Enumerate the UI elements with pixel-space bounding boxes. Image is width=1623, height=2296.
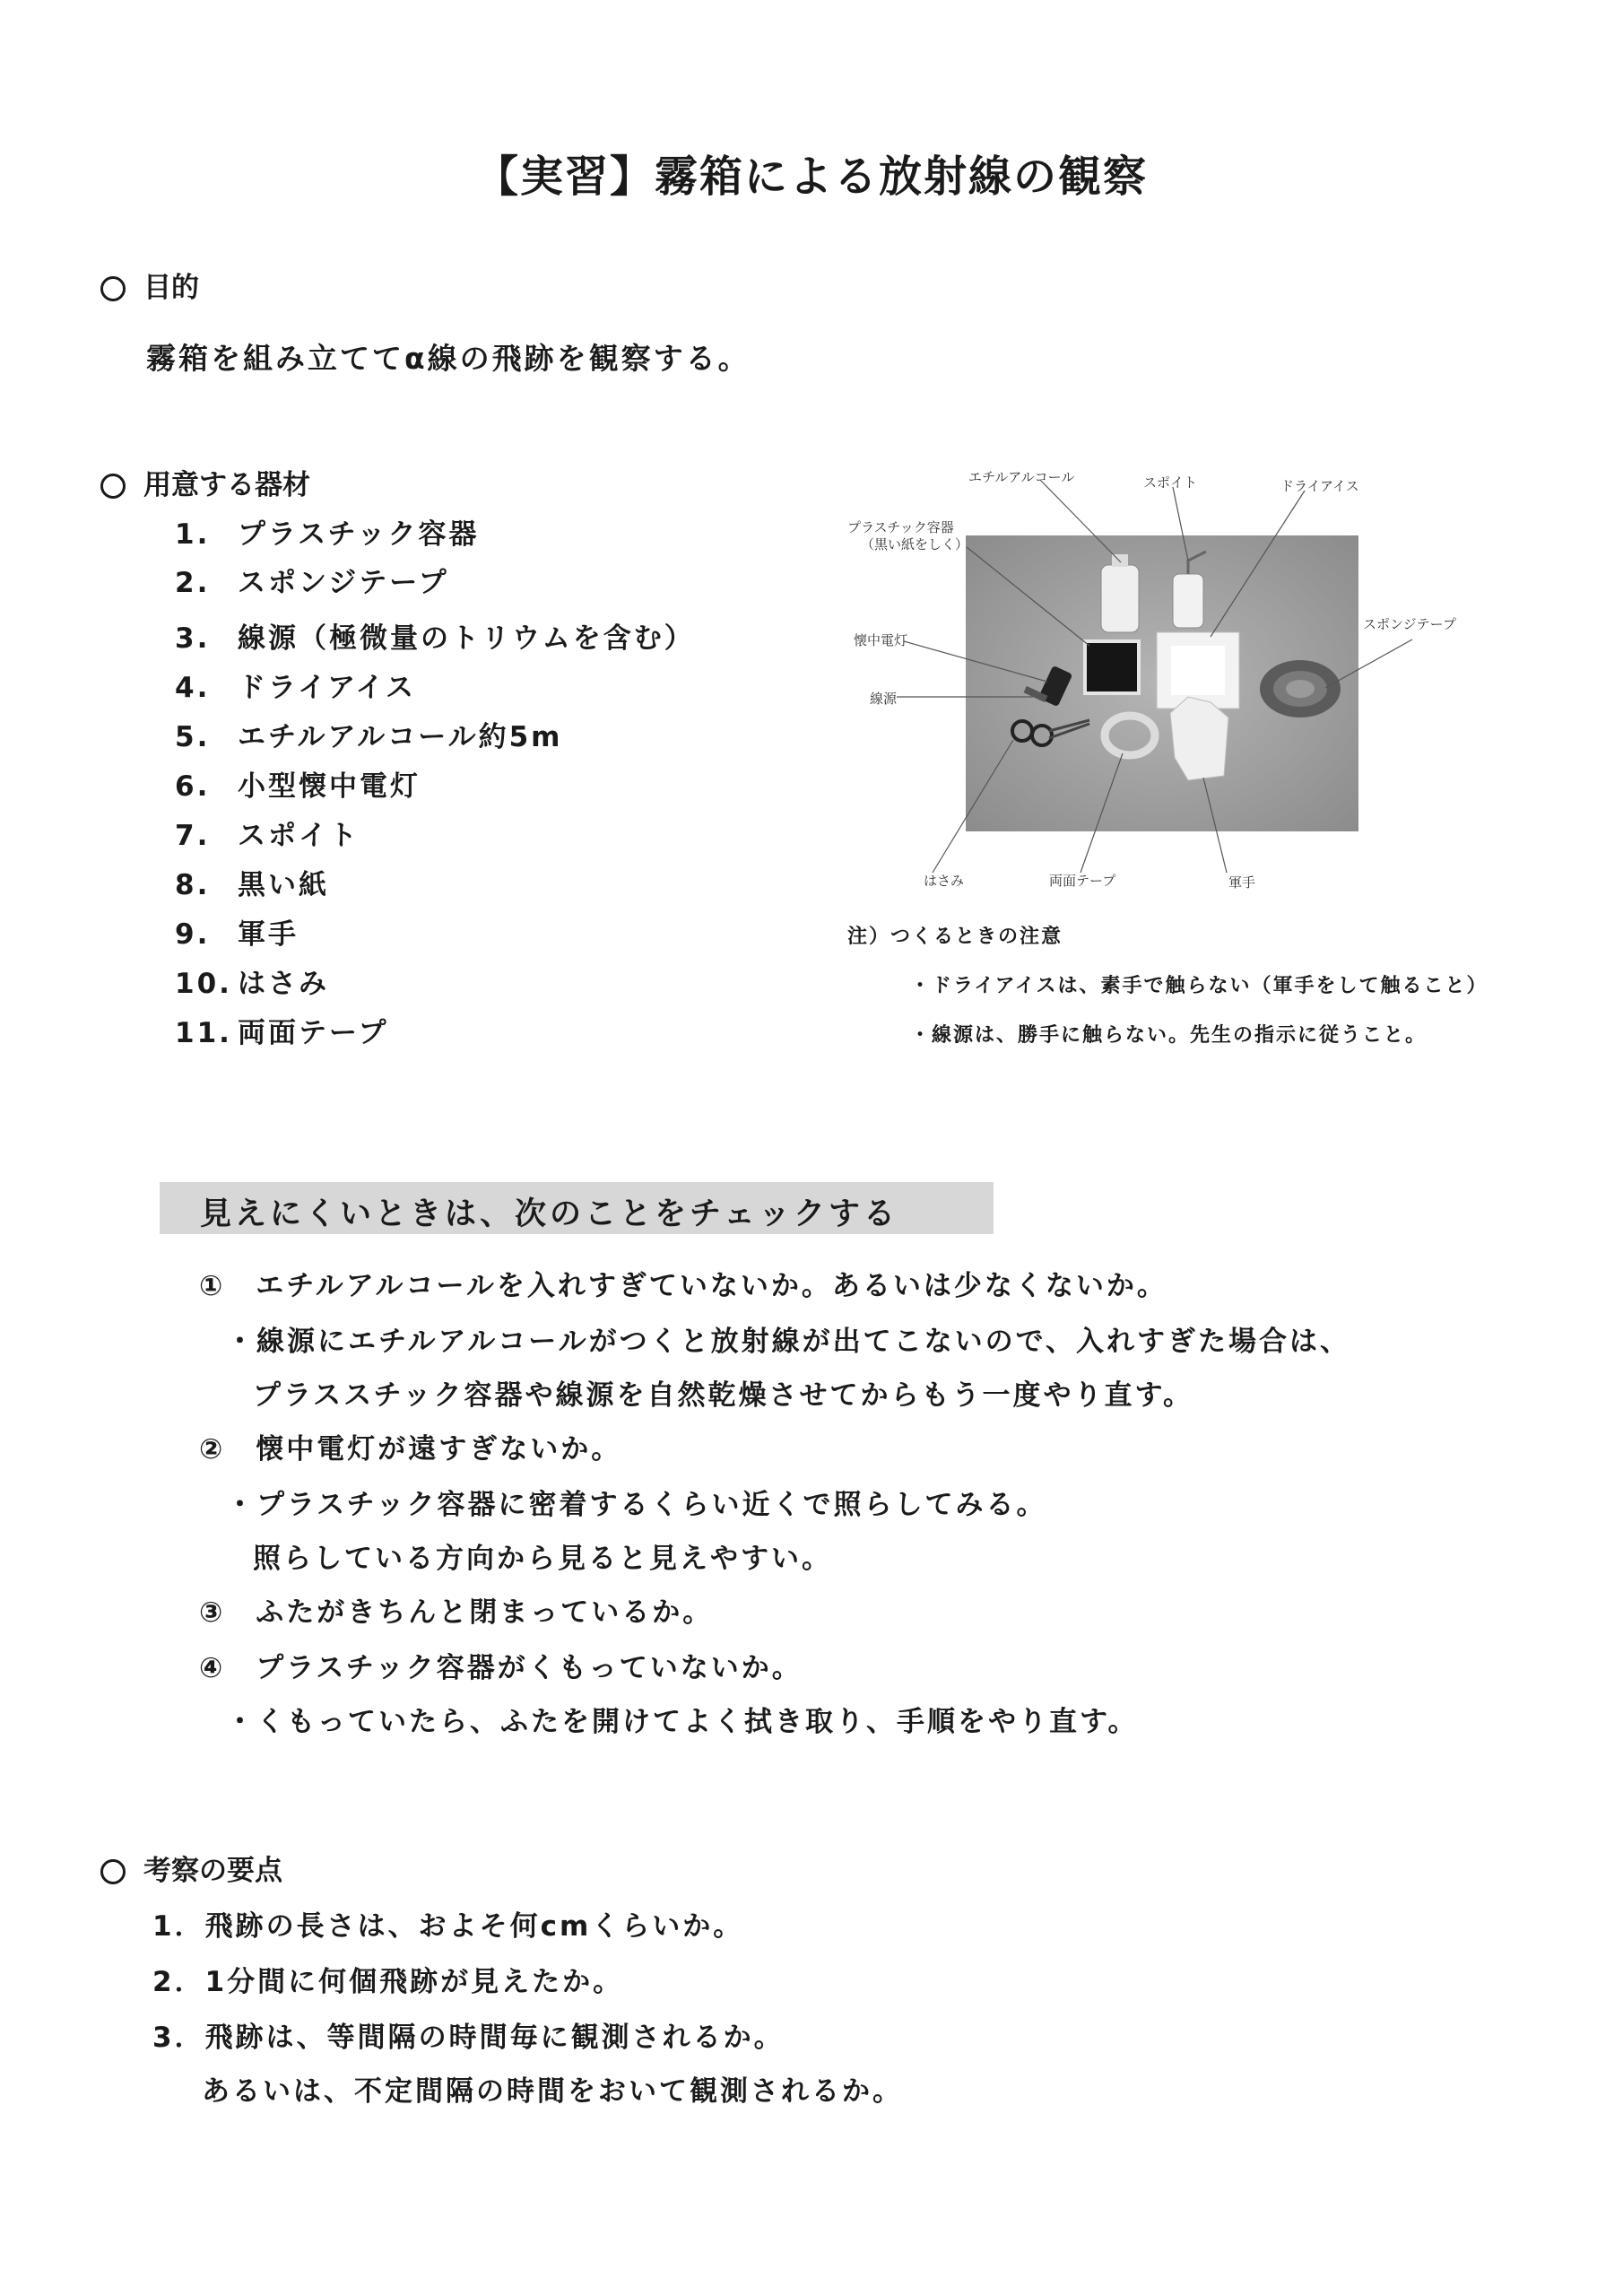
container-black-paper bbox=[1085, 641, 1139, 693]
photo-label-sponge-tape: スポンジテープ bbox=[1363, 616, 1456, 632]
notes-heading: 注）つくるときの注意 bbox=[847, 926, 1063, 948]
circle-bullet-icon bbox=[100, 474, 126, 499]
discussion-heading-label: 考察の要点 bbox=[143, 1855, 282, 1887]
check-line: プラススチック容器や線源を自然乾燥させてからもう一度やり直す。 bbox=[253, 1379, 1194, 1412]
list-item: 8. 黒い紙 bbox=[175, 869, 329, 901]
photo-label-scissors: はさみ bbox=[924, 873, 965, 889]
photo-label-ethyl-alcohol: エチルアルコール bbox=[968, 469, 1075, 485]
list-item: 7. スポイト bbox=[175, 820, 360, 852]
materials-heading bbox=[100, 462, 310, 502]
list-item: 1. プラスチック容器 bbox=[175, 518, 480, 551]
photo-label-double-tape: 両面テープ bbox=[1049, 873, 1116, 889]
discussion-line: 1．飛跡の長さは、およそ何cmくらいか。 bbox=[152, 1910, 744, 1943]
check-line: ・くもっていたら、ふたを開けてよく拭き取り、手順をやり直す。 bbox=[226, 1706, 1139, 1738]
dropper-bottle bbox=[1173, 574, 1203, 628]
list-item: 3. 線源（極微量のトリウムを含む） bbox=[175, 622, 695, 655]
check-line: ④ プラスチック容器がくもっていないか。 bbox=[199, 1652, 803, 1684]
list-item: 2. スポンジテープ bbox=[175, 567, 449, 599]
check-line: ③ ふたがきちんと閉まっているか。 bbox=[199, 1596, 714, 1629]
list-item: 5. エチルアルコール約5m bbox=[175, 721, 563, 753]
photo-label-gloves: 軍手 bbox=[1228, 874, 1256, 891]
photo-label-source: 線源 bbox=[870, 691, 898, 707]
list-item: 4. ドライアイス bbox=[175, 672, 417, 704]
photo-label-container-note: （黒い紙をしく） bbox=[861, 536, 969, 552]
check-banner bbox=[160, 1182, 994, 1234]
purpose-heading-label: 目的 bbox=[143, 272, 199, 304]
discussion-line: あるいは、不定間隔の時間をおいて観測されるか。 bbox=[202, 2075, 903, 2108]
note-item: ・ドライアイスは、素手で触らない（軍手をして触ること） bbox=[910, 975, 1488, 997]
check-line: ・線源にエチルアルコールがつくと放射線が出てこないので、入れすぎた場合は、 bbox=[226, 1326, 1350, 1358]
check-line: ① エチルアルコールを入れすぎていないか。あるいは少なくないか。 bbox=[199, 1270, 1167, 1302]
list-item: 9. 軍手 bbox=[175, 918, 299, 951]
check-banner-label: 見えにくいときは、次のことをチェックする bbox=[200, 1196, 898, 1232]
ethyl-alcohol-bottle bbox=[1101, 565, 1139, 632]
materials-heading-label: 用意する器材 bbox=[143, 469, 310, 501]
circle-bullet-icon bbox=[100, 1859, 126, 1884]
list-item: 11. 両面テープ bbox=[175, 1017, 389, 1049]
list-item: 10. はさみ bbox=[175, 968, 329, 1000]
photo-label-container: プラスチック容器 bbox=[847, 519, 954, 535]
check-line: ② 懐中電灯が遠すぎないか。 bbox=[199, 1433, 622, 1465]
photo-label-flashlight: 懐中電灯 bbox=[854, 632, 908, 648]
purpose-text: 霧箱を組み立ててα線の飛跡を観察する。 bbox=[146, 341, 751, 376]
purpose-heading bbox=[100, 265, 199, 305]
list-item: 6. 小型懐中電灯 bbox=[175, 770, 421, 803]
check-line: ・プラスチック容器に密着するくらい近くで照らしてみる。 bbox=[226, 1489, 1047, 1521]
discussion-line: 2．1分間に何個飛跡が見えたか。 bbox=[152, 1966, 624, 1998]
discussion-heading bbox=[100, 1848, 282, 1888]
circle-bullet-icon bbox=[100, 276, 126, 301]
photo-label-dry-ice: ドライアイス bbox=[1280, 478, 1359, 494]
check-line: 照らしている方向から見ると見えやすい。 bbox=[253, 1543, 832, 1575]
photo-label-dropper: スポイト bbox=[1143, 474, 1198, 491]
note-item: ・線源は、勝手に触らない。先生の指示に従うこと。 bbox=[910, 1024, 1428, 1047]
page-title: 【実習】霧箱による放射線の観察 bbox=[474, 152, 1148, 202]
equipment-photo bbox=[834, 462, 1462, 892]
discussion-line: 3．飛跡は、等間隔の時間毎に観測されるか。 bbox=[152, 2022, 785, 2054]
